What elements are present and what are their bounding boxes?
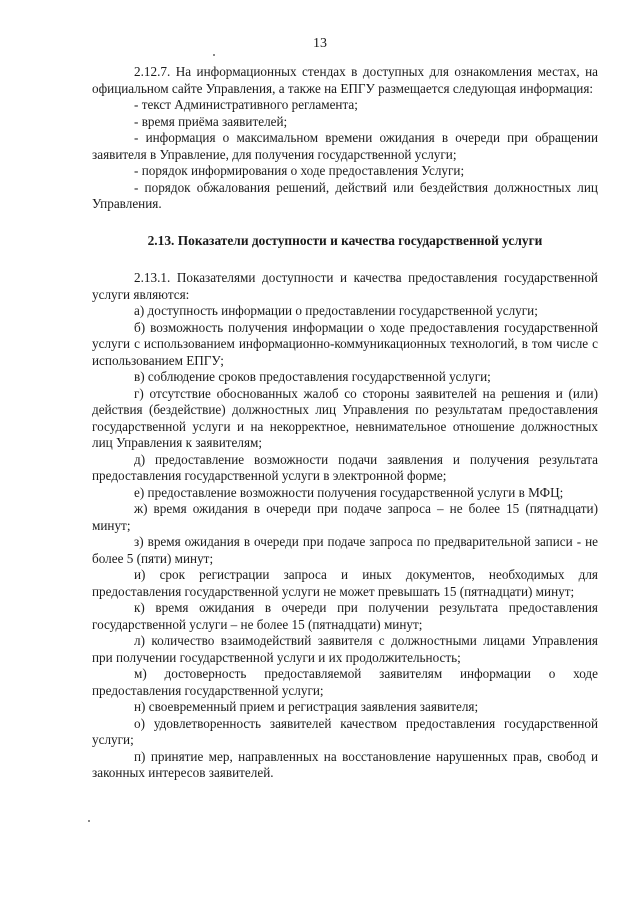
list-item: г) отсутствие обоснованных жалоб со стороны заявителей на решения и (или) действия (бездействие) должностных лиц Управления по результатам предоставления государственной услуги и на некорректное, невнимательное отношение должностных лиц Управления к заявителям; <box>92 385 598 450</box>
scan-speck <box>213 54 215 56</box>
list-item: б) возможность получения информации о ходе предоставления государственной услуги с использованием информационно-коммуникационных технологий, в том числе с использованием ЕПГУ; <box>92 319 598 368</box>
list-item: з) время ожидания в очереди при подаче запроса по предварительной записи - не более 5 (пяти) минут; <box>92 534 598 566</box>
list-item: к) время ожидания в очереди при получении результата предоставления государственной услуги – не более 15 (пятнадцати) минут; <box>92 600 598 632</box>
list-item: в) соблюдение сроков предоставления государственной услуги; <box>134 369 491 384</box>
list-item: и) срок регистрации запроса и иных документов, необходимых для предоставления государственной услуги не может превышать 15 (пятнадцати) минут; <box>92 567 598 599</box>
list-item: - порядок обжалования решений, действий или бездействия должностных лиц Управления. <box>92 179 598 211</box>
section-heading: 2.13. Показатели доступности и качества государственной услуги <box>147 232 543 248</box>
scan-speck <box>88 820 90 822</box>
document-body <box>92 64 598 782</box>
list-item: а) доступность информации о предоставлении государственной услуги; <box>134 303 538 318</box>
list-item: - текст Административного регламента; <box>134 97 358 112</box>
list-item: - порядок информирования о ходе предоставления Услуги; <box>134 163 465 178</box>
list-item: ж) время ожидания в очереди при подаче запроса – не более 15 (пятнадцати) минут; <box>92 501 598 533</box>
paragraph-2-12-7: 2.12.7. На информационных стендах в доступных для ознакомления местах, на официальном сайте Управления, а также на ЕПГУ размещается следующая информация: <box>92 64 598 96</box>
list-item: л) количество взаимодействий заявителя с должностными лицами Управления при получении государственной услуги и их продолжительность; <box>92 633 598 665</box>
list-item: - время приёма заявителей; <box>134 113 288 129</box>
list-item: е) предоставление возможности получения государственной услуги в МФЦ; <box>134 484 564 500</box>
list-item: д) предоставление возможности подачи заявления и получения результата предоставления государственной услуги в электронной форме; <box>92 451 598 483</box>
list-item: п) принятие мер, направленных на восстановление нарушенных прав, свобод и законных интересов заявителей. <box>92 748 598 780</box>
page-number: 13 <box>313 36 327 51</box>
list-item: о) удовлетворенность заявителей качеством предоставления государственной услуги; <box>92 715 598 747</box>
list-item: н) своевременный прием и регистрация заявления заявителя; <box>134 699 479 714</box>
list-item: м) достоверность предоставляемой заявителям информации о ходе предоставления государственной услуги; <box>92 666 598 698</box>
list-item: - информация о максимальном времени ожидания в очереди при обращении заявителя в Управление, для получения государственной услуги; <box>92 130 598 162</box>
paragraph-2-13-1: 2.13.1. Показателями доступности и качества предоставления государственной услуги являются: <box>92 270 598 302</box>
